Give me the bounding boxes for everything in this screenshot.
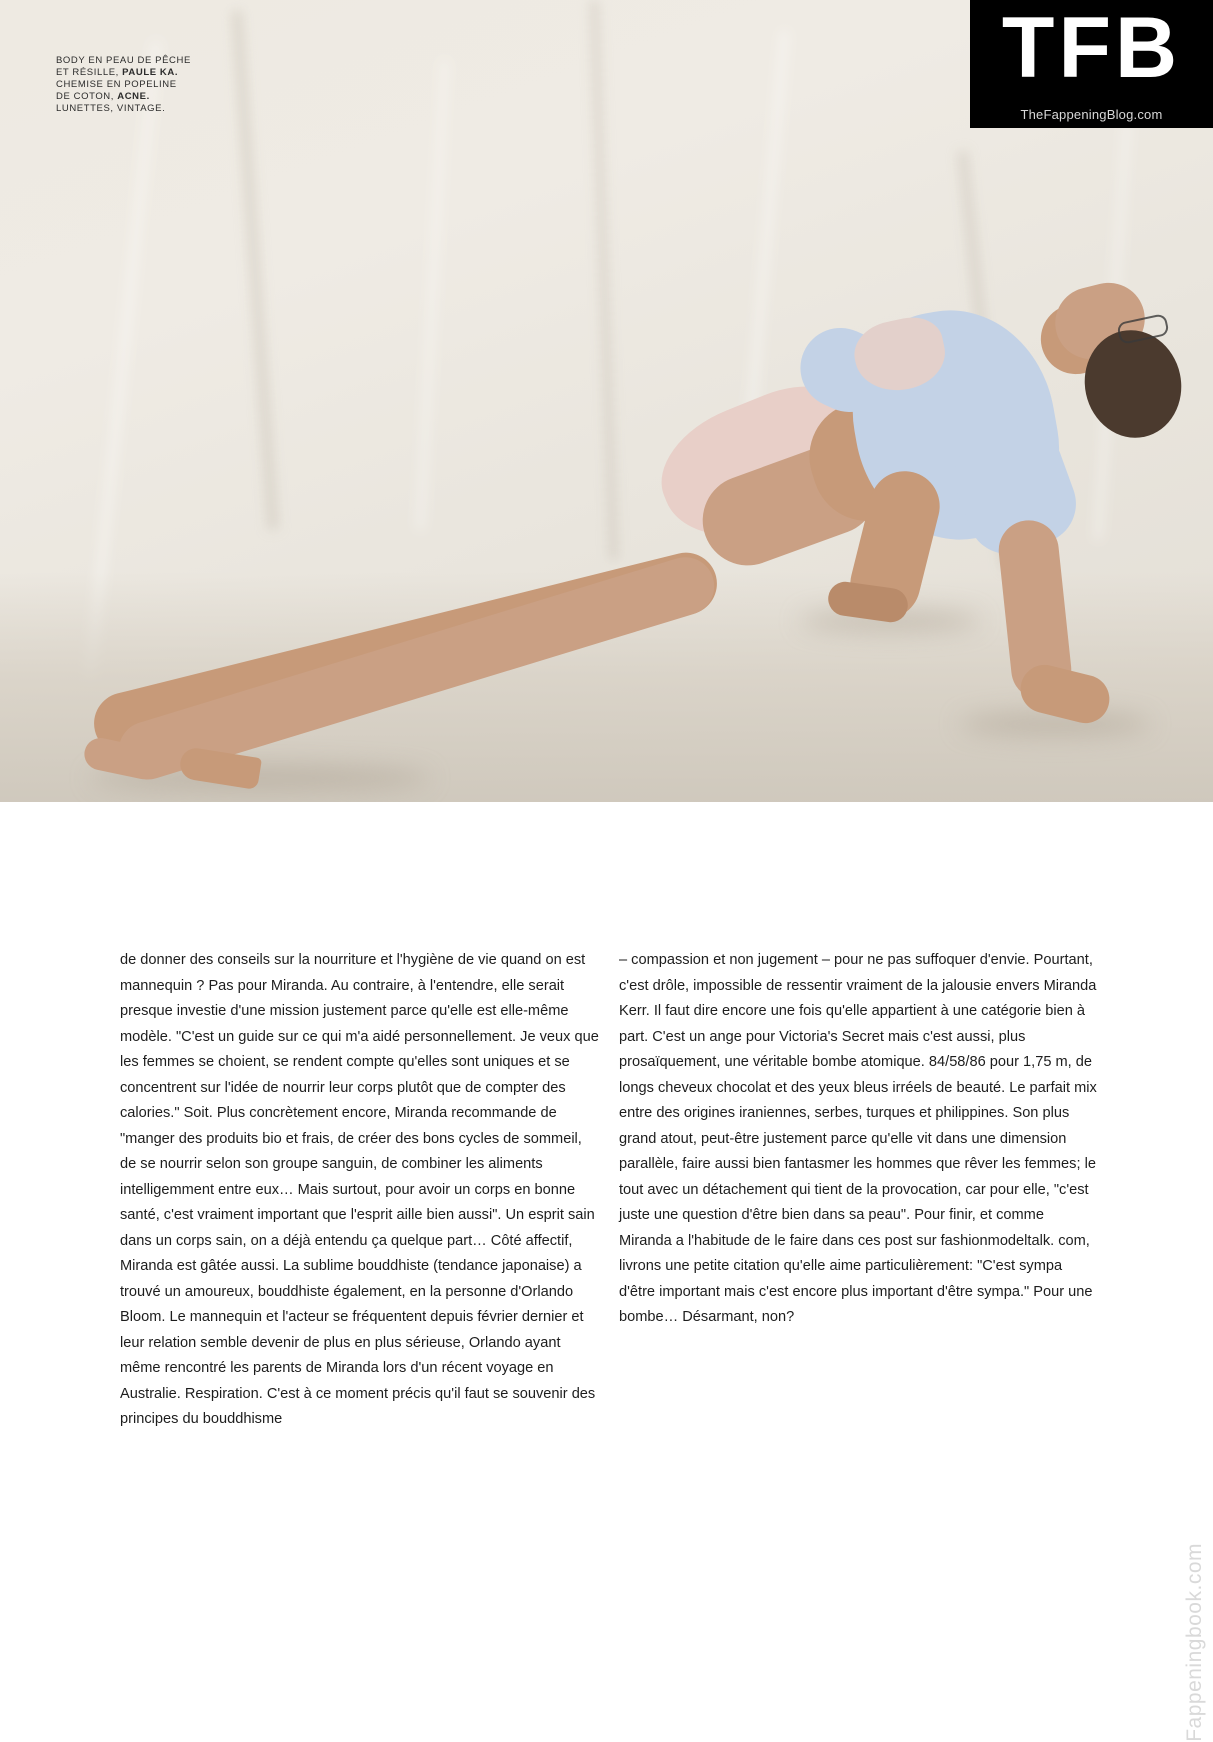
article-paragraph-right: – compassion et non jugement – pour ne pas suffoquer d'envie. Pourtant, c'est drôle, impossible de ressentir vraiment de la jalousie envers Miranda Kerr. Il faut dire encore une fois qu'elle appartient à une catégorie bien à part. C'est un ange pour Victoria's Secret mais c'est aussi, plus prosaïquement, une véritable bombe atomique. 84/58/86 pour 1,75 m, de longs cheveux chocolat et des yeux bleus irréels de beauté. Le parfait mix entre des origines iraniennes, serbes, turques et philippines. Son plus grand atout, peut-être justement parce qu'elle vit dans une dimension parallèle, faire aussi bien fantasmer les hommes que rêver les femmes; le tout avec un détachement qui tient de la provocation, car pour elle, "c'est juste une question d'être bien dans sa peau". Pour finir, et comme Miranda a l'habitude de le faire dans ces post sur fashionmodeltalk. com, livrons une petite citation qu'elle aime particulièrement: "C'est sympa d'être important mais c'est encore plus important d'être sympa." Pour une bombe… Désarmant, non? bbox=[619, 952, 1097, 1325]
credit-line-5: LUNETTES, VINTAGE. bbox=[56, 103, 166, 114]
side-watermark-text: Fappeningbook.com bbox=[1183, 1543, 1206, 1742]
credit-brand-acne: ACNE. bbox=[117, 91, 150, 102]
credit-brand-paule-ka: PAULE KA. bbox=[122, 67, 179, 78]
editorial-photo bbox=[0, 0, 1213, 802]
credit-line-2: ET RÉSILLE, PAULE KA. bbox=[56, 67, 179, 78]
credit-line-1: BODY EN PEAU DE PÊCHE bbox=[56, 55, 191, 66]
article-body bbox=[120, 948, 1100, 1433]
article-paragraph-left: de donner des conseils sur la nourriture et l'hygiène de vie quand on est mannequin ? Pas pour Miranda. Au contraire, à l'entendre, elle serait presque investie d'une mission justement parce qu'elle est elle-même modèle. "C'est un guide sur ce qui m'a aidé personnellement. Je veux que les femmes se choient, se rendent compte qu'elles sont uniques et se concentrent sur l'idée de nourrir leur corps plutôt que de compter des calories." Soit. Plus concrètement encore, Miranda recommande de "manger des produits bio et frais, de créer des bons cycles de sommeil, de se nourrir selon son groupe sanguin, de combiner les aliments intelligemment entre eux… Mais surtout, pour avoir un corps en bonne santé, c'est vraiment important que l'esprit aille bien aussi". Un esprit sain dans un corps sain, on a déjà entendu ça quelque part… Côté affectif, Miranda est gâtée aussi. La sublime bouddhiste (tendance japonaise) a trouvé un amoureux, bouddhiste également, en la personne d'Orlando Bloom. Le mannequin et l'acteur se fréquentent depuis février dernier et leur relation semble devenir de plus en plus sérieuse, Orlando ayant même rencontré les parents de Miranda lors d'un récent voyage en Australie. Respiration. C'est à ce moment précis qu'il faut se souvenir des principes du bouddhisme bbox=[120, 952, 599, 1427]
tfb-watermark-subtitle: TheFappeningBlog.com bbox=[1020, 107, 1163, 122]
article-column-right bbox=[619, 948, 1100, 1433]
tfb-logo-text: TFB bbox=[1001, 0, 1182, 96]
backdrop-crease bbox=[418, 60, 448, 530]
article-column-left bbox=[120, 948, 619, 1433]
credit-line-4: DE COTON, ACNE. bbox=[56, 91, 150, 102]
photo-credits bbox=[56, 55, 276, 115]
backdrop-crease bbox=[590, 0, 618, 560]
credit-line-3: CHEMISE EN POPELINE bbox=[56, 79, 177, 90]
tfb-watermark bbox=[970, 0, 1213, 128]
